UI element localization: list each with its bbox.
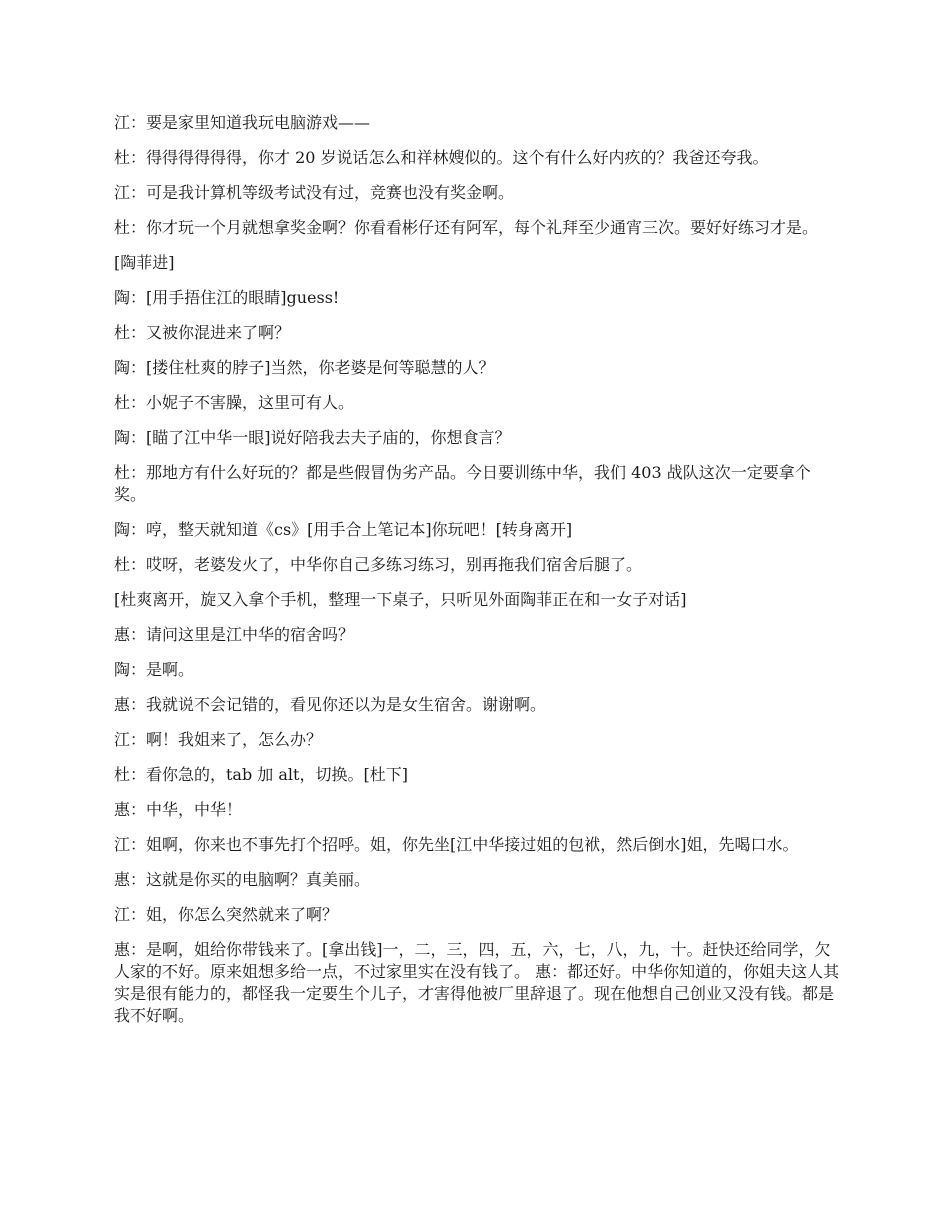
stage-direction: [杜爽离开，旋又入拿个手机，整理一下桌子，只听见外面陶菲正在和一女子对话] <box>114 590 687 609</box>
dialogue-line: 惠：是啊，姐给你带钱来了。[拿出钱]一，二，三，四，五，六，七，八，九，十。赶快还给同学，欠人家的不好。原来姐想多给一点，不过家里实在没有钱了。 惠：都还好。中华你知道的，你姐夫这人其实是很有能力的，都怪我一定要生个儿子，才害得他被厂里辞退了。现在他想自己创业又没有钱。都是我不好啊。 <box>114 940 840 1025</box>
dialogue-line: 杜：小妮子不害臊，这里可有人。 <box>114 393 355 412</box>
dialogue-line: 杜：你才玩一个月就想拿奖金啊？你看看彬仔还有阿军，每个礼拜至少通宵三次。要好好练习才是。 <box>114 218 819 237</box>
stage-direction: [陶菲进] <box>114 253 175 272</box>
dialogue-line: 江：要是家里知道我玩电脑游戏—— <box>114 113 371 132</box>
dialogue-line: 杜：哎呀，老婆发火了，中华你自己多练习练习，别再拖我们宿舍后腿了。 <box>114 555 643 574</box>
dialogue-line: 江：啊！我姐来了，怎么办？ <box>114 730 323 749</box>
dialogue-line: 江：姐啊，你来也不事先打个招呼。姐，你先坐[江中华接过姐的包袱，然后倒水]姐，先喝口水。 <box>114 835 799 854</box>
dialogue-line: 惠：这就是你买的电脑啊？真美丽。 <box>114 870 371 889</box>
dialogue-line: 陶：哼，整天就知道《cs》[用手合上笔记本]你玩吧！[转身离开] <box>114 520 573 539</box>
dialogue-line: 惠：中华，中华！ <box>114 800 243 819</box>
dialogue-line: 陶：[搂住杜爽的脖子]当然，你老婆是何等聪慧的人？ <box>114 358 495 377</box>
document-body <box>114 112 840 1040</box>
dialogue-line: 惠：我就说不会记错的，看见你还以为是女生宿舍。谢谢啊。 <box>114 695 547 714</box>
dialogue-line: 杜：又被你混进来了啊？ <box>114 323 291 342</box>
dialogue-line: 杜：看你急的，tab 加 alt，切换。[杜下] <box>114 765 408 784</box>
dialogue-line: 江：可是我计算机等级考试没有过，竞赛也没有奖金啊。 <box>114 183 515 202</box>
dialogue-line: 江：姐，你怎么突然就来了啊？ <box>114 905 339 924</box>
dialogue-line: 惠：请问这里是江中华的宿舍吗？ <box>114 625 355 644</box>
dialogue-line: 陶：[用手捂住江的眼睛]guess! <box>114 288 340 307</box>
dialogue-line: 陶：是啊。 <box>114 660 195 679</box>
dialogue-line: 杜：得得得得得得，你才 20 岁说话怎么和祥林嫂似的。这个有什么好内疚的？我爸还夸我。 <box>114 148 769 167</box>
dialogue-line: 陶：[瞄了江中华一眼]说好陪我去夫子庙的，你想食言？ <box>114 428 511 447</box>
dialogue-line: 杜：那地方有什么好玩的？都是些假冒伪劣产品。今日要训练中华，我们 403 战队这次一定要拿个奖。 <box>114 463 811 504</box>
